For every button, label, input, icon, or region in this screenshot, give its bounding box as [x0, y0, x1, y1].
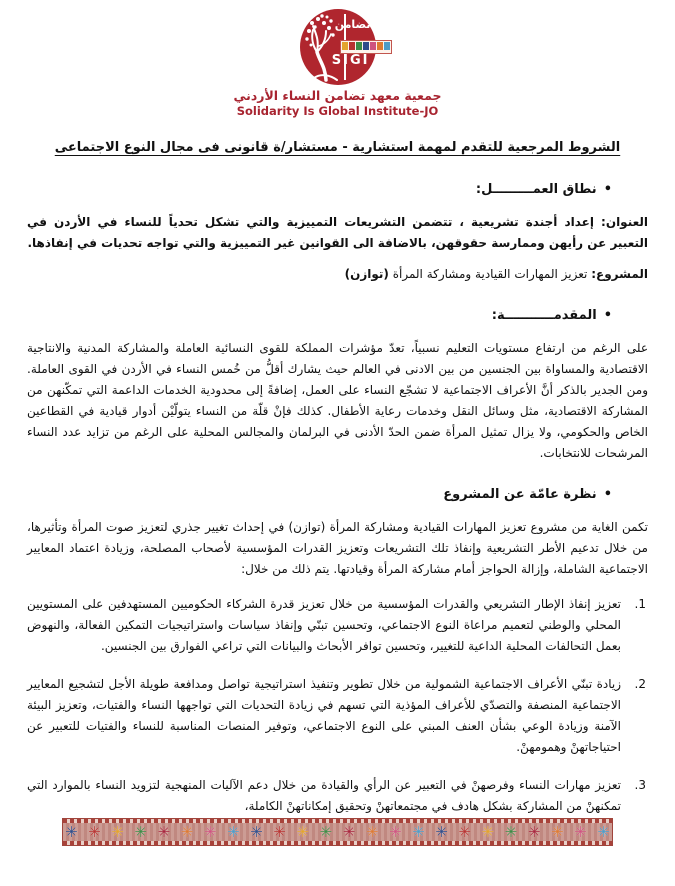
scope-of-work-heading: •نطاق العمـــــــــل:: [475, 182, 612, 197]
list-item: [27, 674, 648, 758]
objectives-list: [27, 594, 648, 817]
item-text: تعزيز إنفاذ الإطار التشريعي والقدرات المؤسسية من خلال تعزيز قدرة الشركاء الحكوميين المستهدفين على المستويين المحلي والوطني لتعميم مراعاة النوع الاجتماعي، وتحسين تبنّي وإنفاذ سياسات واستراتيجيات التمكين الفعالة، والنهوض بعمل التحالفات المحلية الداعية للتغيير، وتحسين توافر الأبحاث والبيانات التي تراعي الفوارق بين الجنسين.: [27, 597, 621, 653]
introduction-paragraph: على الرغم من ارتفاع مستويات التعليم نسبياً، تعدّ مؤشرات المملكة للقوى النسائية العاملة والمشاركة المدنية والانتاجية الاقتصادية والمساواة بين الجنسين من بين الادنى في العالم حيث يشارك أقلُّ من خُمس النساء في الأردن في القوى العاملة. ومن الجدير بالذكر أنَّ الأعراف الاجتماعية لا تشجّع النساء على العمل، إضافةً إلى محدودية الخدمات الداعمة التي تمكّنهن من المشاركة الاقتصادية، مثل وسائل النقل وخدمات رعاية الأطفال. كذلك فإنْ قلّة من النساء يتولّيْن أدوار قيادية في القطاعين الخاص والحكومي، ولا يزال تمثيل المرأة ضمن الحدّ الأدنى في البرلمان والمجالس المحلية على الرغم من تزايد عدد النساء المرشحات للانتخابات.: [27, 341, 648, 460]
assignment-title-paragraph: العنوان: إعداد أجندة تشريعية ، تتضمن التشريعات التمييزية والتي تشكل تحدياً للنساء في الأردن في التعبير عن رأيهن وممارسة حقوقهن، بالاضافة الى القوانين غير التمييزية والتي تواجه تحديات في إنفاذها.: [27, 215, 648, 250]
bullet-icon: •: [603, 308, 612, 323]
logo-acronym: SIGI: [331, 53, 370, 68]
list-item: [27, 775, 648, 817]
bullet-icon: •: [603, 182, 612, 197]
item-number: 3.: [634, 778, 646, 792]
list-item: [27, 594, 648, 657]
item-text: زيادة تبنّي الأعراف الاجتماعية الشمولية من خلال تطوير وتنفيذ استراتيجية تواصل ومدافعة طويلة الأجل لتشجيع المعايير الاجتماعية المنصفة والتصدّي للأعراف المؤذية التي تسهم في زيادة التحديات التي تواجهها النساء والفتيات، وتعزيز البيئة الآمنة وزيادة الوعي بشأن العنف المبني على النوع الاجتماعي، وتوفير المنصات المناسبة للنساء والفتيات للتعبير عن احتياجاتهنْ وهمومهنْ.: [27, 677, 621, 754]
item-number: 2.: [634, 677, 646, 691]
document-title: الشروط المرجعية للتقدم لمهمة استشارية - مستشار/ة قانونى فى مجال النوع الاجتماعى: [54, 140, 621, 155]
bullet-icon: •: [603, 487, 612, 502]
project-label: المشروع:: [591, 267, 648, 281]
introduction-heading: •المقدمـــــــــــة:: [491, 308, 612, 323]
embroidery-border: [62, 818, 613, 846]
project-overview-heading: •نظرة عامّة عن المشروع: [443, 487, 612, 502]
item-number: 1.: [634, 597, 646, 611]
header: [0, 0, 675, 118]
org-name-arabic: جمعية معهد تضامن النساء الأردني: [233, 88, 442, 103]
sigi-logo: [278, 9, 398, 85]
document-body: [0, 179, 675, 817]
project-line: المشروع: تعزيز المهارات القيادية ومشاركة المرأة (توازن): [344, 267, 648, 281]
embroidery-stars: ✳ ✳ ✳ ✳ ✳ ✳ ✳ ✳ ✳ ✳ ✳ ✳ ✳ ✳ ✳ ✳ ✳ ✳ ✳ ✳ ✳ ✳ ✳ ✳: [65, 822, 610, 841]
embroidery-band-icon: [340, 40, 392, 54]
item-text: تعزيز مهارات النساء وفرصهنْ في التعبير عن الرأي والقيادة من خلال دعم الآليات المنهجية لتزويد النساء بالموارد التي تمكنهنْ من المشاركة بشكل هادف في مجتمعاتهنْ وتحقيق إمكاناتهنْ الكاملة،: [27, 778, 621, 813]
org-name-english: Solidarity Is Global Institute-JO: [236, 104, 439, 118]
logo-brand-arabic: تضامن: [334, 18, 371, 31]
overview-paragraph: تكمن الغاية من مشروع تعزيز المهارات القيادية ومشاركة المرأة (توازن) في إحداث تغيير جذري لتعزيز صوت المرأة وتأثيرها، من خلال تدعيم الأطر التشريعية وإنفاذ تلك التشريعات وتعزيز القدرات المؤسسية لأصحاب المصلحة، وزيادة اعتماد المعايير الاجتماعية الشاملة، وإزالة الحواجز أمام مشاركة المرأة وقيادتها. يتم ذلك من خلال:: [27, 520, 648, 576]
logo-circle: [300, 9, 376, 85]
project-name: (توازن): [344, 267, 389, 281]
address-label: العنوان:: [601, 215, 648, 229]
